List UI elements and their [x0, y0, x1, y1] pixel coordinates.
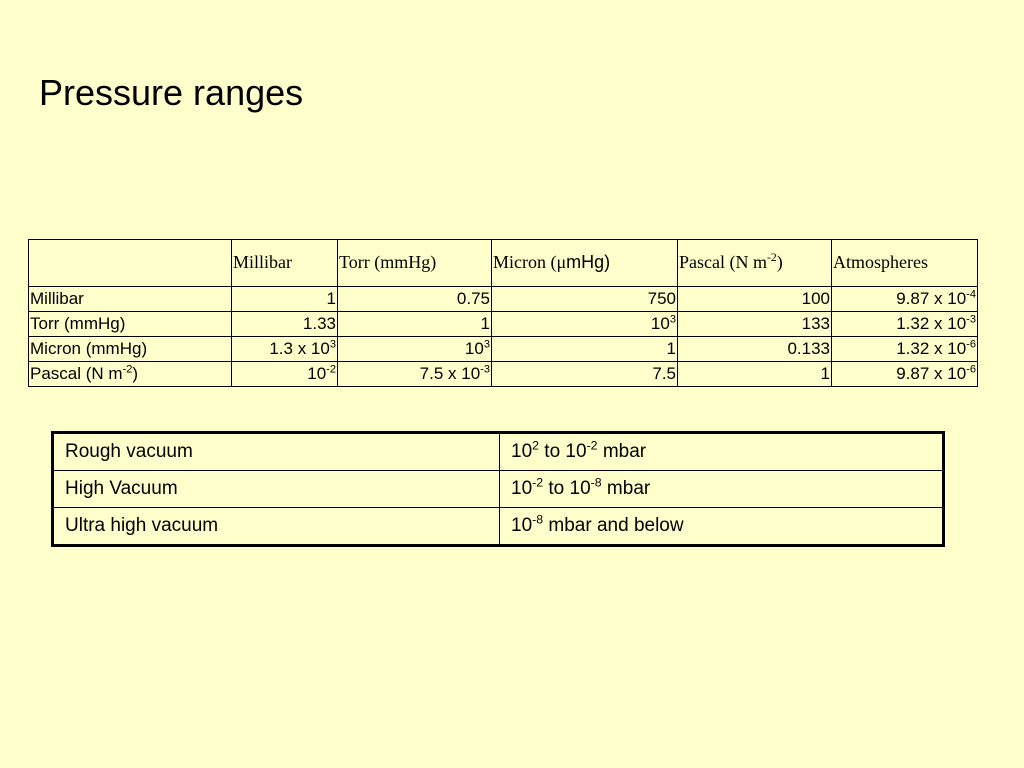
table-header-row	[29, 240, 978, 287]
table-cell: 9.87 x $10^{-4}$	[832, 287, 978, 312]
table-cell: 1.32 x $10^{-3}$	[832, 312, 978, 337]
table-cell: 1.3 x $10^3$	[232, 337, 338, 362]
header-cell-millibar: Millibar	[232, 240, 338, 287]
vacuum-range-name: Ultra high vacuum	[53, 508, 500, 546]
table-cell: 7.5	[492, 362, 678, 387]
row-label-millibar: Millibar	[29, 287, 232, 312]
table-row	[29, 312, 978, 337]
table-cell: $10^3$	[492, 312, 678, 337]
vacuum-ranges-table	[51, 431, 945, 547]
header-cell-pascal: Pascal (N $m^{-2}$)	[678, 240, 832, 287]
table-cell: 1	[492, 337, 678, 362]
table-cell: 100	[678, 287, 832, 312]
table-cell: 750	[492, 287, 678, 312]
table-cell: $10^{-2}$	[232, 362, 338, 387]
table-cell: 133	[678, 312, 832, 337]
table-cell: 1.33	[232, 312, 338, 337]
vacuum-range-value: $10^2$ to $10^{-2}$ mbar	[500, 433, 944, 471]
pressure-conversion-table	[28, 239, 978, 387]
table-cell: 0.133	[678, 337, 832, 362]
table-cell: $10^3$	[338, 337, 492, 362]
vacuum-range-row	[53, 471, 944, 508]
table-cell: 0.75	[338, 287, 492, 312]
slide-title: Pressure ranges	[39, 72, 304, 113]
row-label-torr: Torr (mmHg)	[29, 312, 232, 337]
table-cell: 7.5 x $10^{-3}$	[338, 362, 492, 387]
table-cell: 1	[678, 362, 832, 387]
header-cell-atmospheres: Atmospheres	[832, 240, 978, 287]
vacuum-range-value: $10^{-8}$ mbar and below	[500, 508, 944, 546]
vacuum-range-name: Rough vacuum	[53, 433, 500, 471]
row-label-pascal: Pascal (N $m^{-2}$)	[29, 362, 232, 387]
vacuum-range-value: $10^{-2}$ to $10^{-8}$ mbar	[500, 471, 944, 508]
table-row	[29, 287, 978, 312]
vacuum-range-name: High Vacuum	[53, 471, 500, 508]
table-cell: 1	[232, 287, 338, 312]
table-row	[29, 337, 978, 362]
table-cell: 1.32 x $10^{-6}$	[832, 337, 978, 362]
table-row	[29, 362, 978, 387]
vacuum-range-row	[53, 508, 944, 546]
vacuum-range-row	[53, 433, 944, 471]
header-cell-torr: Torr (mmHg)	[338, 240, 492, 287]
table-cell: 9.87 x $10^{-6}$	[832, 362, 978, 387]
row-label-micron: Micron (mmHg)	[29, 337, 232, 362]
table-cell: 1	[338, 312, 492, 337]
header-cell-micron: Micron (μmHg)	[492, 240, 678, 287]
header-cell-blank	[29, 240, 232, 287]
